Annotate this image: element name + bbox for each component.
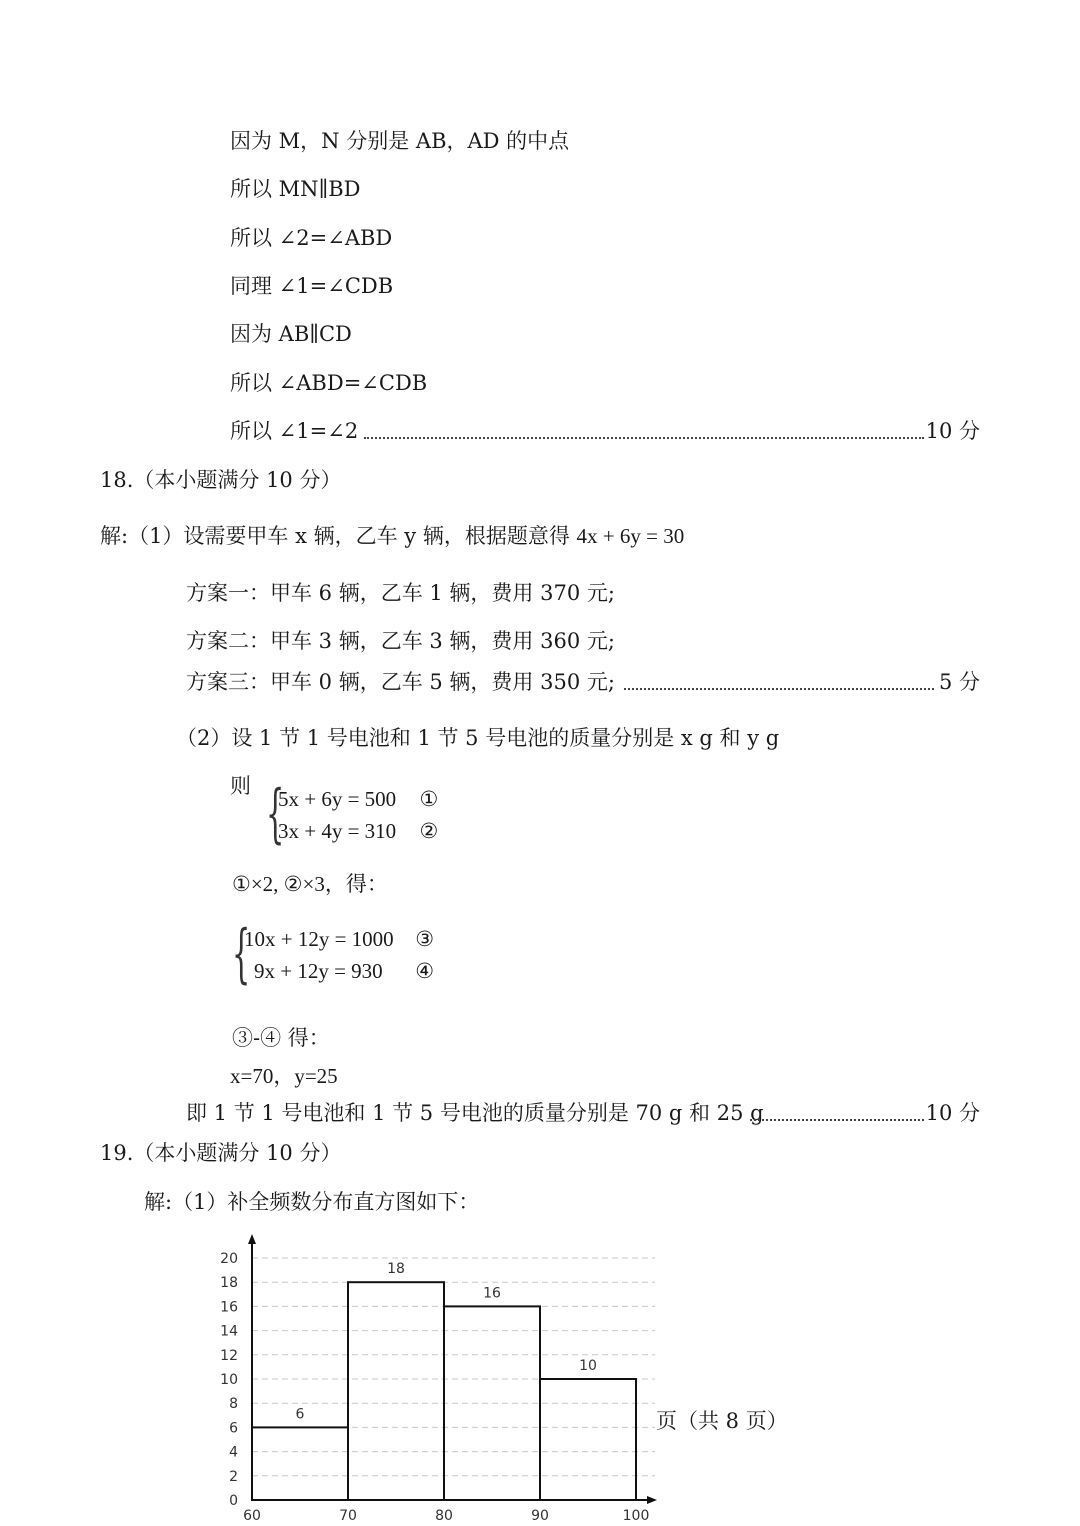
y-tick-label: 16 (220, 1299, 238, 1316)
y-tick-label: 0 (229, 1493, 238, 1509)
q19-intro: 解:（1）补全频数分布直方图如下： (144, 1190, 480, 1214)
y-tick-label: 14 (220, 1323, 238, 1340)
score-leader (364, 437, 924, 439)
histogram-bar (348, 1282, 444, 1500)
circled-3: ③ (415, 927, 435, 951)
q18-plan-3: 方案三：甲车 0 辆，乙车 5 辆，费用 350 元; (186, 670, 615, 694)
proof-line-1: 因为 M，N 分别是 AB，AD 的中点 (230, 129, 570, 153)
q18-intro (100, 522, 684, 550)
q18-intro-text: 解:（1）设需要甲车 x 辆，乙车 y 辆，根据题意得 (100, 524, 570, 548)
bar-value-label: 18 (387, 1261, 405, 1278)
system-1-eq-2-text: 3x + 4y = 310 (278, 819, 397, 843)
bar-value-label: 10 (579, 1358, 597, 1374)
y-tick-label: 18 (220, 1275, 238, 1292)
q18-score-2: 10 分 (925, 1101, 980, 1125)
circled-4: ④ (415, 959, 435, 983)
histogram-bar (252, 1427, 348, 1500)
proof-score: 10 分 (925, 419, 980, 443)
x-tick-label: 90 (531, 1508, 549, 1524)
proof-line-5: 因为 AB∥CD (230, 322, 352, 346)
brace-icon: { (232, 917, 251, 991)
system-1-eq-1 (278, 783, 438, 815)
y-tick-label: 6 (229, 1420, 238, 1437)
q18-step-math: ①×2, ②×3 (232, 872, 325, 896)
score-leader (750, 1119, 924, 1121)
proof-line-6: 所以 ∠ABD=∠CDB (230, 371, 428, 395)
x-tick-label: 100 (622, 1508, 650, 1524)
q18-result: x=70，y=25 (230, 1064, 338, 1088)
frequency-histogram (205, 1232, 665, 1526)
proof-line-7: 所以 ∠1=∠2 (230, 419, 359, 443)
x-tick-label: 70 (339, 1508, 357, 1524)
histogram-bar (540, 1379, 636, 1500)
y-tick-label: 12 (220, 1347, 238, 1364)
y-tick-label: 8 (229, 1396, 238, 1413)
q18-step-suffix: ，得： (324, 872, 388, 896)
system-1-eq-1-text: 5x + 6y = 500 (278, 787, 397, 811)
proof-line-3: 所以 ∠2=∠ABD (230, 226, 393, 250)
q18-header: 18.（本小题满分 10 分） (100, 468, 342, 492)
system-2-eq-1 (244, 923, 434, 955)
x-tick-label: 80 (435, 1508, 453, 1524)
x-axis-arrow-icon (647, 1496, 657, 1504)
system-2-eq-2-text: 9x + 12y = 930 (254, 959, 383, 983)
system-1-eq-2 (278, 815, 438, 847)
q18-plan-1: 方案一：甲车 6 辆，乙车 1 辆，费用 370 元; (186, 581, 615, 605)
q18-score-1: 5 分 (938, 670, 980, 694)
page-footer: 页（共 8 页） (656, 1409, 788, 1433)
y-tick-label: 4 (229, 1444, 238, 1461)
score-leader (624, 688, 934, 690)
x-tick-label: 60 (243, 1508, 261, 1524)
bar-value-label: 6 (295, 1406, 305, 1423)
circled-1: ① (419, 787, 439, 811)
y-axis-arrow-icon (248, 1234, 256, 1244)
q18-then: 则 (230, 774, 251, 798)
q19-header: 19.（本小题满分 10 分） (100, 1141, 342, 1165)
y-tick-label: 20 (220, 1251, 238, 1267)
q18-subtract: ③-④ 得： (232, 1026, 330, 1050)
y-tick-label: 2 (229, 1468, 238, 1485)
proof-line-4: 同理 ∠1=∠CDB (230, 274, 394, 298)
y-tick-label: 10 (220, 1372, 238, 1388)
bar-value-label: 16 (483, 1285, 501, 1302)
q18-equation: 4x + 6y = 30 (576, 524, 685, 548)
system-2-eq-2 (254, 955, 434, 987)
q18-conclusion: 即 1 节 1 号电池和 1 节 5 号电池的质量分别是 70 g 和 25 g (186, 1101, 764, 1125)
proof-line-2: 所以 MN∥BD (230, 177, 361, 201)
circled-2: ② (419, 819, 439, 843)
q18-part-2: （2）设 1 节 1 号电池和 1 节 5 号电池的质量分别是 x g 和 y g (176, 726, 780, 750)
brace-icon: { (266, 777, 285, 851)
system-2-eq-1-text: 10x + 12y = 1000 (244, 927, 394, 951)
q18-plan-2: 方案二：甲车 3 辆，乙车 3 辆，费用 360 元; (186, 629, 615, 653)
q18-step (232, 870, 388, 898)
